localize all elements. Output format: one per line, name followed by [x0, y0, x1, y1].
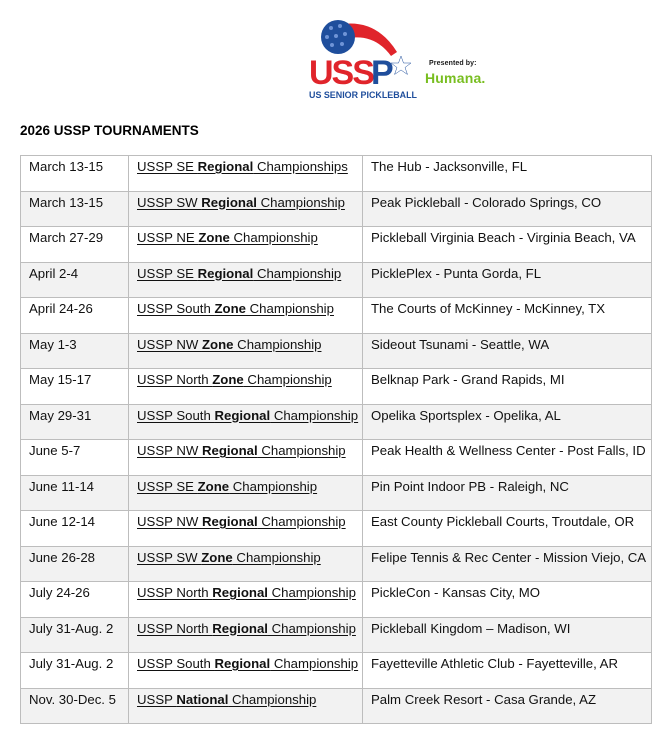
event-venue: Pickleball Virginia Beach - Virginia Beach, VA — [371, 230, 636, 245]
event-venue: Fayetteville Athletic Club - Fayetteville, AR — [371, 656, 619, 671]
venue-cell — [363, 333, 652, 369]
event-link[interactable] — [137, 266, 341, 281]
date-cell — [21, 688, 129, 724]
venue-cell — [363, 582, 652, 618]
event-date: June 26-28 — [29, 549, 95, 565]
event-venue: Peak Health & Wellness Center - Post Falls, ID — [371, 443, 646, 458]
event-link[interactable] — [137, 692, 316, 707]
ussp-logo-icon — [305, 12, 420, 102]
event-type: Regional — [201, 514, 258, 529]
event-venue: Peak Pickleball - Colorado Springs, CO — [371, 194, 602, 210]
table-row — [21, 688, 652, 724]
event-type: Zone — [198, 230, 230, 245]
event-date: July 31-Aug. 2 — [29, 656, 114, 671]
event-venue: PicklePlex - Punta Gorda, FL — [371, 265, 542, 281]
event-date: May 1-3 — [29, 336, 77, 352]
event-date: March 13-15 — [29, 194, 104, 210]
table-row — [21, 298, 652, 334]
page-title: 2026 USSP TOURNAMENTS — [20, 123, 199, 138]
table-row — [21, 546, 652, 582]
event-name-prefix: USSP North — [137, 372, 213, 387]
svg-text:USS: USS — [309, 54, 373, 92]
event-type: Regional — [201, 443, 258, 458]
event-type: Regional — [214, 407, 271, 423]
table-row — [21, 617, 652, 653]
event-type: Regional — [212, 585, 268, 600]
event-date: May 29-31 — [29, 407, 92, 423]
table-row — [21, 369, 652, 405]
table-row — [21, 511, 652, 547]
venue-cell — [363, 617, 652, 653]
event-cell — [129, 440, 363, 476]
event-cell — [129, 582, 363, 618]
event-name-prefix: USSP SE — [137, 159, 198, 174]
event-venue: East County Pickleball Courts, Troutdale, OR — [371, 514, 635, 529]
venue-cell — [363, 688, 652, 724]
event-type: National — [176, 691, 229, 707]
date-cell — [21, 653, 129, 689]
event-name-prefix: USSP South — [137, 656, 215, 671]
event-name-suffix: Championship — [243, 372, 332, 387]
date-cell — [21, 475, 129, 511]
event-type: Zone — [197, 478, 230, 494]
table-row — [21, 333, 652, 369]
event-name-prefix: USSP NW — [137, 443, 202, 458]
event-type: Regional — [197, 265, 254, 281]
event-date: June 12-14 — [29, 514, 95, 529]
event-link[interactable] — [137, 479, 317, 494]
event-date: March 27-29 — [29, 230, 104, 245]
date-cell — [21, 156, 129, 192]
event-name-suffix: Championship — [270, 656, 359, 671]
venue-cell — [363, 262, 652, 298]
event-venue: Sideout Tsunami - Seattle, WA — [371, 336, 550, 352]
event-venue: Pin Point Indoor PB - Raleigh, NC — [371, 478, 569, 494]
event-type: Zone — [214, 301, 246, 316]
event-date: March 13-15 — [29, 159, 104, 174]
tournament-table-body — [21, 156, 652, 724]
date-cell — [21, 404, 129, 440]
event-name-prefix: USSP South — [137, 301, 215, 316]
event-name-suffix: Championship — [229, 478, 318, 494]
event-cell — [129, 475, 363, 511]
event-cell — [129, 227, 363, 263]
event-name-prefix: USSP North — [137, 585, 213, 600]
date-cell — [21, 227, 129, 263]
venue-cell — [363, 546, 652, 582]
event-name-prefix: USSP NW — [137, 514, 202, 529]
event-name-prefix: USSP SE — [137, 478, 198, 494]
venue-cell — [363, 369, 652, 405]
date-cell — [21, 582, 129, 618]
event-name-suffix: Championship — [232, 549, 321, 565]
event-name-prefix: USSP — [137, 691, 177, 707]
event-type: Regional — [197, 159, 254, 174]
table-row — [21, 582, 652, 618]
event-cell — [129, 156, 363, 192]
event-cell — [129, 404, 363, 440]
table-row — [21, 227, 652, 263]
venue-cell — [363, 653, 652, 689]
event-cell — [129, 546, 363, 582]
event-name-suffix: Championship — [257, 443, 346, 458]
event-type: Regional — [212, 620, 268, 636]
table-row — [21, 191, 652, 227]
event-date: July 24-26 — [29, 585, 90, 600]
venue-cell — [363, 404, 652, 440]
date-cell — [21, 191, 129, 227]
event-date: April 2-4 — [29, 265, 79, 281]
event-venue: Pickleball Kingdom – Madison, WI — [371, 620, 571, 636]
event-name-suffix: Championship — [253, 265, 342, 281]
venue-cell — [363, 475, 652, 511]
venue-cell — [363, 156, 652, 192]
table-row — [21, 475, 652, 511]
event-cell — [129, 688, 363, 724]
event-link[interactable] — [137, 514, 346, 529]
table-row — [21, 653, 652, 689]
event-link[interactable] — [137, 621, 356, 636]
event-venue: Felipe Tennis & Rec Center - Mission Viejo, CA — [371, 549, 647, 565]
date-cell — [21, 369, 129, 405]
table-row — [21, 262, 652, 298]
tournament-table — [20, 155, 652, 724]
event-name-suffix: Championship — [256, 194, 345, 210]
table-row — [21, 440, 652, 476]
event-link[interactable] — [137, 408, 358, 423]
event-cell — [129, 191, 363, 227]
date-cell — [21, 262, 129, 298]
event-venue: PickleCon - Kansas City, MO — [371, 585, 541, 600]
event-name-suffix: Championship — [233, 336, 322, 352]
event-cell — [129, 369, 363, 405]
event-type: Regional — [214, 656, 271, 671]
event-type: Regional — [201, 194, 257, 210]
event-name-suffix: Championship — [257, 514, 346, 529]
event-name-prefix: USSP NW — [137, 336, 202, 352]
table-row — [21, 404, 652, 440]
event-name-suffix: Championship — [267, 585, 356, 600]
event-cell — [129, 333, 363, 369]
event-date: June 11-14 — [29, 478, 95, 494]
event-date: July 31-Aug. 2 — [29, 620, 114, 636]
event-link[interactable] — [137, 372, 332, 387]
event-name-prefix: USSP South — [137, 407, 215, 423]
event-link[interactable] — [137, 230, 318, 245]
venue-cell — [363, 511, 652, 547]
date-cell — [21, 617, 129, 653]
event-venue: The Courts of McKinney - McKinney, TX — [371, 301, 606, 316]
date-cell — [21, 546, 129, 582]
venue-cell — [363, 298, 652, 334]
event-venue: Opelika Sportsplex - Opelika, AL — [371, 407, 561, 423]
event-name-prefix: USSP SW — [137, 194, 202, 210]
event-link[interactable] — [137, 550, 321, 565]
event-cell — [129, 617, 363, 653]
event-type: Zone — [212, 372, 244, 387]
sponsor-logo-humana: Humana. — [425, 70, 486, 86]
event-date: April 24-26 — [29, 301, 93, 316]
venue-cell — [363, 191, 652, 227]
event-link[interactable] — [137, 301, 334, 316]
header-logo — [305, 12, 495, 102]
event-name-suffix: Championship — [229, 230, 318, 245]
event-name-suffix: Championships — [253, 159, 348, 174]
event-link[interactable] — [137, 195, 345, 210]
event-name-prefix: USSP North — [137, 620, 213, 636]
date-cell — [21, 298, 129, 334]
event-name-prefix: USSP SE — [137, 265, 198, 281]
event-name-suffix: Championship — [228, 691, 317, 707]
event-name-suffix: Championship — [245, 301, 334, 316]
event-cell — [129, 653, 363, 689]
event-link[interactable] — [137, 159, 348, 174]
venue-cell — [363, 227, 652, 263]
date-cell — [21, 511, 129, 547]
date-cell — [21, 333, 129, 369]
table-row — [21, 156, 652, 192]
event-type: Zone — [201, 549, 233, 565]
event-venue: Palm Creek Resort - Casa Grande, AZ — [371, 691, 596, 707]
event-name-prefix: USSP NE — [137, 230, 199, 245]
event-date: Nov. 30-Dec. 5 — [29, 691, 116, 707]
event-venue: The Hub - Jacksonville, FL — [371, 159, 528, 174]
event-name-suffix: Championship — [270, 407, 359, 423]
venue-cell — [363, 440, 652, 476]
event-venue: Belknap Park - Grand Rapids, MI — [371, 372, 565, 387]
event-date: May 15-17 — [29, 372, 92, 387]
date-cell — [21, 440, 129, 476]
event-link[interactable] — [137, 337, 321, 352]
event-link[interactable] — [137, 443, 346, 458]
svg-text:P: P — [371, 54, 394, 92]
svg-text:US SENIOR PICKLEBALL: US SENIOR PICKLEBALL — [309, 90, 418, 101]
event-name-prefix: USSP SW — [137, 549, 202, 565]
event-date: June 5-7 — [29, 443, 81, 458]
event-cell — [129, 511, 363, 547]
event-link[interactable] — [137, 656, 358, 671]
presented-by-label: Presented by: — [429, 60, 477, 67]
event-name-suffix: Championship — [267, 620, 356, 636]
event-link[interactable] — [137, 585, 356, 600]
event-type: Zone — [201, 336, 234, 352]
event-cell — [129, 298, 363, 334]
event-cell — [129, 262, 363, 298]
